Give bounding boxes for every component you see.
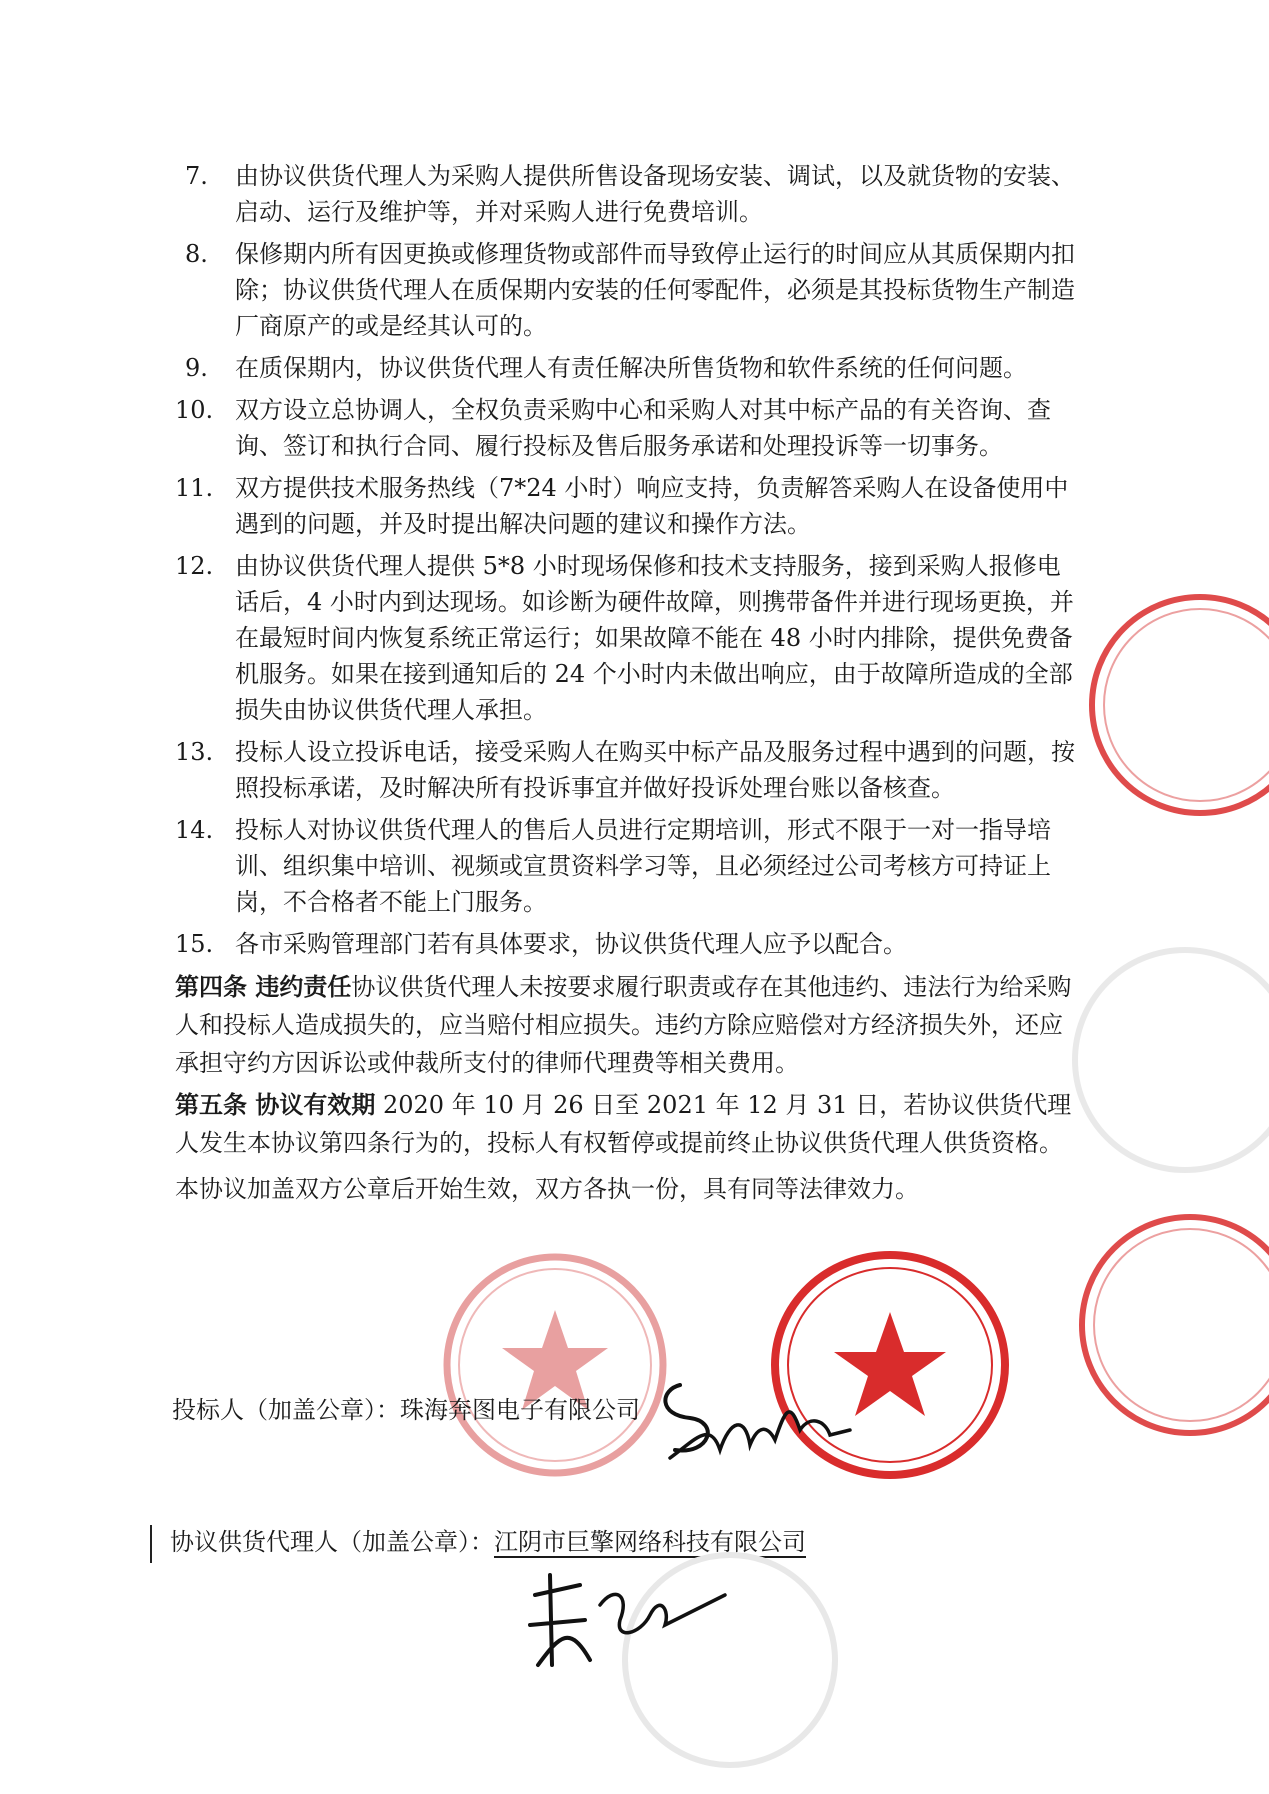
clause-text: 投标人设立投诉电话，接受采购人在购买中标产品及服务过程中遇到的问题，按照投标承诺，及时解决所有投诉事宜并做好投诉处理台账以备核查。: [235, 738, 1075, 802]
article-5: [175, 1086, 1080, 1162]
clause-number: 7.: [185, 162, 208, 190]
clause-number: 8.: [185, 240, 208, 268]
bidder-label: 投标人（加盖公章）：: [172, 1396, 400, 1424]
clause-15: [175, 926, 1080, 962]
clause-8: [175, 236, 1080, 344]
article-4-body: 协议供货代理人未按要求履行职责或存在其他违约、违法行为给采购人和投标人造成损失的，应当赔付相应损失。违约方除应赔偿对方经济损失外，还应承担守约方因诉讼或仲裁所支付的律师代理费等相关费用。: [175, 973, 1072, 1077]
clause-text: 由协议供货代理人提供 5*8 小时现场保修和技术支持服务，接到采购人报修电话后，4 小时内到达现场。如诊断为硬件故障，则携带备件并进行现场更换，并在最短时间内恢复系统正常运行；如果故障不能在 48 小时内排除，提供免费备机服务。如果在接到通知后的 24 个小时内未做出响应，由于故障所造成的全部损失由协议供货代理人承担。: [235, 552, 1074, 724]
margin-bar: [150, 1525, 152, 1563]
agent-name: 江阴市巨擎网络科技有限公司: [494, 1528, 806, 1556]
clause-text: 在质保期内，协议供货代理人有责任解决所售货物和软件系统的任何问题。: [235, 354, 1027, 382]
article-4: [175, 968, 1080, 1082]
clause-number: 11.: [175, 474, 214, 502]
clause-number: 14.: [175, 816, 214, 844]
agent-signature: [520, 1565, 730, 1675]
bidder-seal: [440, 1250, 670, 1480]
clause-text: 双方设立总协调人，全权负责采购中心和采购人对其中标产品的有关咨询、查询、签订和执行合同、履行投标及售后服务承诺和处理投诉等一切事务。: [235, 396, 1051, 460]
bidder-signature: [650, 1360, 870, 1470]
clause-13: [175, 734, 1080, 806]
clause-text: 保修期内所有因更换或修理货物或部件而导致停止运行的时间应从其质保期内扣除；协议供货代理人在质保期内安装的任何零配件，必须是其投标货物生产制造厂商原产的或是经其认可的。: [235, 240, 1075, 340]
agent-label: 协议供货代理人（加盖公章）：: [170, 1528, 494, 1556]
article-5-heading: 第五条 协议有效期: [175, 1090, 376, 1119]
clause-text: 双方提供技术服务热线（7*24 小时）响应支持，负责解答采购人在设备使用中遇到的问题，并及时提出解决问题的建议和操作方法。: [235, 474, 1069, 538]
clause-number: 12.: [175, 552, 214, 580]
edge-seal-bottom: [1040, 1210, 1269, 1440]
clause-number: 10.: [175, 396, 214, 424]
effect-statement: 本协议加盖双方公章后开始生效，双方各执一份，具有同等法律效力。: [175, 1175, 919, 1203]
clause-12: [175, 548, 1080, 728]
bidder-name: 珠海奔图电子有限公司: [400, 1396, 640, 1424]
bidder-signature-row: [172, 1392, 640, 1428]
article-4-heading: 第四条 违约责任: [175, 972, 352, 1001]
clause-text: 各市采购管理部门若有具体要求，协议供货代理人应予以配合。: [235, 930, 907, 958]
clause-11: [175, 470, 1080, 542]
edge-seal-top: [1050, 590, 1269, 820]
clause-14: [175, 812, 1080, 920]
clause-number: 15.: [175, 930, 214, 958]
clause-text: 投标人对协议供货代理人的售后人员进行定期培训，形式不限于一对一指导培训、组织集中培训、视频或宣贯资料学习等，且必须经过公司考核方可持证上岗，不合格者不能上门服务。: [235, 816, 1051, 916]
clause-10: [175, 392, 1080, 464]
clause-7: [175, 158, 1080, 230]
article-5-body: 2020 年 10 月 26 日至 2021 年 12 月 31 日，若协议供货代理人发生本协议第四条行为的，投标人有权暂停或提前终止协议供货代理人供货资格。: [175, 1091, 1072, 1157]
clause-text: 由协议供货代理人为采购人提供所售设备现场安装、调试，以及就货物的安装、启动、运行及维护等，并对采购人进行免费培训。: [235, 162, 1075, 226]
clause-number: 9.: [185, 354, 208, 382]
clause-9: [175, 350, 1080, 386]
clause-number: 13.: [175, 738, 214, 766]
agreement-body: [175, 158, 1080, 1208]
